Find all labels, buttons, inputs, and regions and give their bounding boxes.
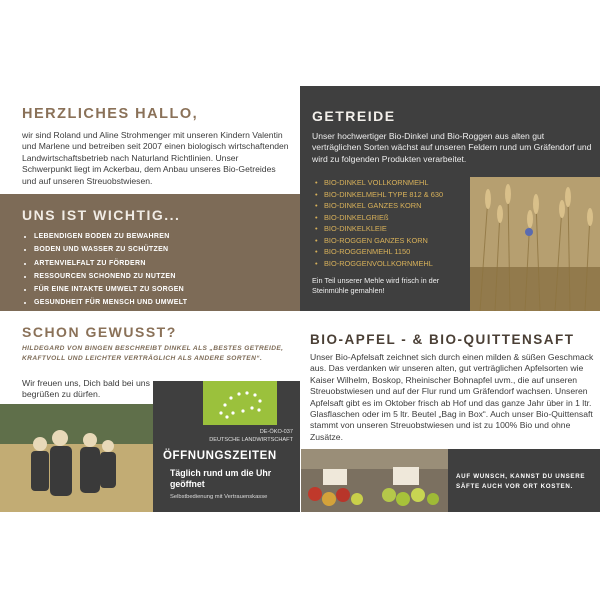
fact-quote: HILDEGARD VON BINGEN BESCHREIBT DINKEL ALS „BESTES GETREIDE, KRAFTVOLL UND LEICHTER VERTRÄGLICH ALS ANDERE SORTEN“.	[22, 345, 284, 362]
values-item: • GESUNDHEIT FÜR MENSCH UND UMWELT	[34, 296, 290, 309]
eco-origin: DEUTSCHE LANDWIRTSCHAFT	[209, 437, 293, 443]
grain-product-list	[312, 177, 443, 269]
grain-product: • BIO-ROGGENVOLLKORNMEHL	[324, 258, 443, 270]
greeting-text: wir sind Roland und Aline Strohmenger mit unseren Kindern Valentin und Marlene und betreiben seit 2007 einen biologisch wirtschaftenden Landwirtschaftsbetrieb nach Naturland Richtlinien. Unser Schwerpunkt liegt im Ackerbau, dem Anbau unseres Bio-Getreides und auf unseren Streuobstwiesen.	[22, 130, 289, 186]
juice-tasting-box	[448, 449, 600, 512]
eco-code: DE-ÖKO-037	[259, 429, 293, 435]
grain-product: • BIO-DINKELKLEIE	[324, 223, 443, 235]
wheat-field-image	[470, 177, 600, 311]
greeting-title: HERZLICHES HALLO,	[22, 106, 199, 122]
grain-intro: Unser hochwertiger Bio-Dinkel und Bio-Roggen aus alten gut verträglichen Sorten wächst auf unseren Feldern rund um Gräfendorf und wird zu folgenden Produkten verarbeitet.	[312, 131, 592, 164]
grain-title: GETREIDE	[312, 108, 396, 124]
juice-tasting-note: AUF WUNSCH, KANNST DU UNSERE SÄFTE AUCH VOR ORT KOSTEN.	[456, 473, 586, 490]
grain-product: • BIO-DINKEL VOLLKORNMEHL	[324, 177, 443, 189]
eu-organic-logo-icon	[203, 381, 277, 425]
fruit-illustration	[301, 449, 448, 512]
grain-product: • BIO-DINKELMEHL TYPE 812 & 630	[324, 189, 443, 201]
values-item: • ARTENVIELFALT ZU FÖRDERN	[34, 257, 290, 270]
values-section	[0, 194, 300, 311]
values-item: • RESSOURCEN SCHONEND ZU NUTZEN	[34, 270, 290, 283]
grain-note: Ein Teil unserer Mehle wird frisch in der Steinmühle gemahlen!	[312, 276, 440, 295]
wheat-field-illustration	[470, 177, 600, 311]
hours-self-service: Selbstbedienung mit Vertrauenskasse	[170, 494, 268, 500]
hours-title: ÖFFNUNGSZEITEN	[163, 450, 277, 462]
family-photo	[0, 404, 153, 512]
values-item: • LEBENDIGEN BODEN ZU BEWAHREN	[34, 230, 290, 243]
family-illustration	[0, 404, 153, 512]
values-item: • BODEN UND WASSER ZU SCHÜTZEN	[34, 243, 290, 256]
juice-text: Unser Bio-Apfelsaft zeichnet sich durch einen milden & süßen Geschmack aus. Das verdanken wir unseren alten, gut verträglichen Apfelsorten wie Kaiser Wilhelm, Boskop, Rheinischer Bohnapfel uvm., die auf unseren Streuobstwiesen und auf der Flur rund um Gräfendorf wachsen. Unseren Apfelsaft gibt es im Oktober frisch ab Hof und das ganze Jahr über in 1 ltr. Glasflaschen oder im 5 ltr. Beutel „Bag in Box“. Auch unser Bio-Quittensaft stammt von unseren Streuobstwiesen und ist zu 100% Bio und ohne Zusätze.	[310, 352, 594, 442]
juice-photo	[301, 449, 448, 512]
eco-certification	[153, 428, 293, 444]
fact-title: SCHON GEWUSST?	[22, 324, 177, 340]
grain-product: • BIO-ROGGENMEHL 1150	[324, 246, 443, 258]
grain-product: • BIO-DINKEL GANZES KORN	[324, 200, 443, 212]
grain-product: • BIO-DINKELGRIEß	[324, 212, 443, 224]
values-item: • FÜR EINE INTAKTE UMWELT ZU SORGEN	[34, 283, 290, 296]
values-title: UNS IST WICHTIG...	[22, 207, 181, 223]
juice-title: BIO-APFEL - & BIO-QUITTENSAFT	[310, 332, 575, 347]
welcome-text: Wir freuen uns, Dich bald bei uns begrüßen zu dürfen.	[22, 378, 150, 399]
opening-hours-box	[153, 381, 300, 512]
hours-daily: Täglich rund um die Uhr geöffnet	[170, 468, 272, 489]
greeting-section	[0, 86, 300, 194]
grain-product: • BIO-ROGGEN GANZES KORN	[324, 235, 443, 247]
values-list	[22, 230, 290, 310]
